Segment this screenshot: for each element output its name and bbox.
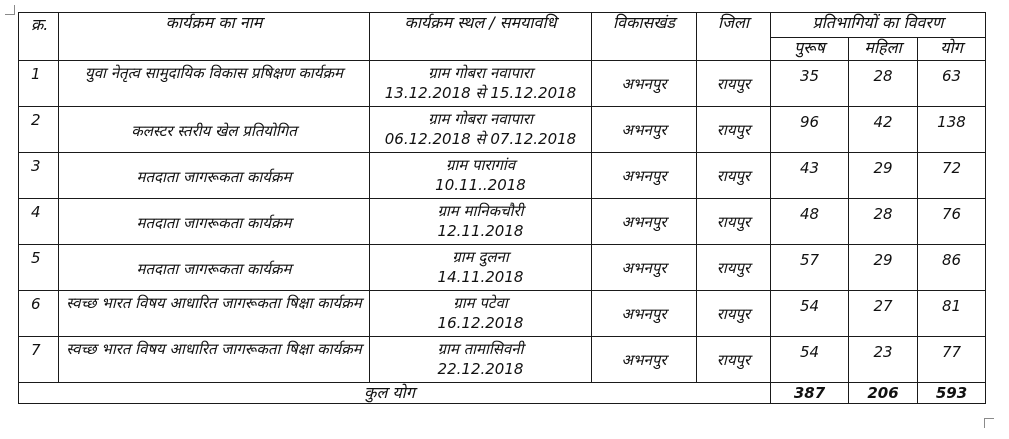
cell-block: अभनपुर: [592, 61, 697, 107]
cell-serial: 5: [19, 245, 59, 291]
venue-date: 06.12.2018 से 07.12.2018: [384, 130, 577, 148]
cell-venue: [370, 61, 592, 107]
cell-block: अभनपुर: [592, 337, 697, 383]
header-male: पुरूष: [771, 38, 849, 61]
cell-program-name: कलस्टर स्तरीय खेल प्रतियोगित: [59, 107, 370, 153]
cell-male: 57: [771, 245, 849, 291]
header-participants: प्रतिभागियों का विवरण: [771, 13, 986, 38]
cell-total: 138: [918, 107, 986, 153]
venue-place: ग्राम पटेवा: [453, 294, 508, 312]
cell-male: 54: [771, 291, 849, 337]
total-female: 206: [849, 383, 918, 404]
cell-female: 23: [849, 337, 918, 383]
cell-venue: [370, 107, 592, 153]
table-row: [19, 61, 986, 107]
cell-male: 43: [771, 153, 849, 199]
venue-place: ग्राम गोबरा नवापारा: [428, 110, 533, 128]
cell-total: 77: [918, 337, 986, 383]
cell-district: रायपुर: [697, 291, 771, 337]
cell-serial: 1: [19, 61, 59, 107]
cell-program-name: मतदाता जागरूकता कार्यक्रम: [59, 153, 370, 199]
cell-female: 42: [849, 107, 918, 153]
venue-place: ग्राम मानिकचौरी: [437, 202, 524, 220]
corner-mark-bottom-right: [984, 418, 994, 428]
program-table: [18, 12, 986, 404]
cell-total: 76: [918, 199, 986, 245]
cell-serial: 4: [19, 199, 59, 245]
table-row: [19, 153, 986, 199]
venue-date: 22.12.2018: [437, 360, 524, 378]
venue-place: ग्राम गोबरा नवापारा: [428, 64, 533, 82]
venue-place: ग्राम पारागांव: [445, 156, 516, 174]
venue-date: 14.11.2018: [437, 268, 524, 286]
cell-female: 28: [849, 61, 918, 107]
cell-venue: [370, 291, 592, 337]
cell-block: अभनपुर: [592, 291, 697, 337]
cell-male: 48: [771, 199, 849, 245]
cell-block: अभनपुर: [592, 199, 697, 245]
cell-district: रायपुर: [697, 245, 771, 291]
cell-female: 29: [849, 245, 918, 291]
cell-female: 28: [849, 199, 918, 245]
venue-place: ग्राम तामासिवनी: [437, 340, 524, 358]
table-row: [19, 291, 986, 337]
header-district: जिला: [697, 13, 771, 61]
total-label: कुल योग: [19, 383, 771, 404]
cell-program-name: मतदाता जागरूकता कार्यक्रम: [59, 245, 370, 291]
header-female: महिला: [849, 38, 918, 61]
venue-date: 12.11.2018: [437, 222, 524, 240]
cell-total: 72: [918, 153, 986, 199]
cell-program-name: स्वच्छ भारत विषय आधारित जागरूकता षिक्षा कार्यक्रम: [59, 291, 370, 337]
header-total: योग: [918, 38, 986, 61]
corner-mark-top-left: [5, 5, 15, 15]
cell-program-name: स्वच्छ भारत विषय आधारित जागरूकता षिक्षा कार्यक्रम: [59, 337, 370, 383]
cell-total: 63: [918, 61, 986, 107]
cell-total: 86: [918, 245, 986, 291]
cell-female: 27: [849, 291, 918, 337]
cell-female: 29: [849, 153, 918, 199]
cell-block: अभनपुर: [592, 107, 697, 153]
venue-date: 13.12.2018 से 15.12.2018: [384, 84, 577, 102]
table-row: [19, 199, 986, 245]
cell-venue: [370, 153, 592, 199]
header-venue-duration: कार्यक्रम स्थल / समयावधि: [370, 13, 592, 61]
cell-district: रायपुर: [697, 199, 771, 245]
total-row: [19, 383, 986, 404]
cell-program-name: मतदाता जागरूकता कार्यक्रम: [59, 199, 370, 245]
total-male: 387: [771, 383, 849, 404]
cell-venue: [370, 199, 592, 245]
cell-male: 54: [771, 337, 849, 383]
header-row: [19, 13, 986, 38]
header-block: विकासखंड: [592, 13, 697, 61]
cell-serial: 3: [19, 153, 59, 199]
cell-venue: [370, 337, 592, 383]
venue-date: 10.11..2018: [435, 176, 526, 194]
cell-block: अभनपुर: [592, 245, 697, 291]
cell-male: 96: [771, 107, 849, 153]
cell-serial: 2: [19, 107, 59, 153]
cell-serial: 6: [19, 291, 59, 337]
cell-block: अभनपुर: [592, 153, 697, 199]
table-row: [19, 107, 986, 153]
cell-serial: 7: [19, 337, 59, 383]
cell-district: रायपुर: [697, 337, 771, 383]
table-row: [19, 337, 986, 383]
cell-district: रायपुर: [697, 107, 771, 153]
cell-venue: [370, 245, 592, 291]
venue-place: ग्राम दुलना: [452, 248, 509, 266]
cell-program-name: युवा नेतृत्व सामुदायिक विकास प्रषिक्षण कार्यक्रम: [59, 61, 370, 107]
header-serial: क्र.: [19, 13, 59, 61]
total-all: 593: [918, 383, 986, 404]
cell-district: रायपुर: [697, 153, 771, 199]
cell-total: 81: [918, 291, 986, 337]
table-row: [19, 245, 986, 291]
cell-district: रायपुर: [697, 61, 771, 107]
cell-male: 35: [771, 61, 849, 107]
header-program-name: कार्यक्रम का नाम: [59, 13, 370, 61]
venue-date: 16.12.2018: [437, 314, 524, 332]
